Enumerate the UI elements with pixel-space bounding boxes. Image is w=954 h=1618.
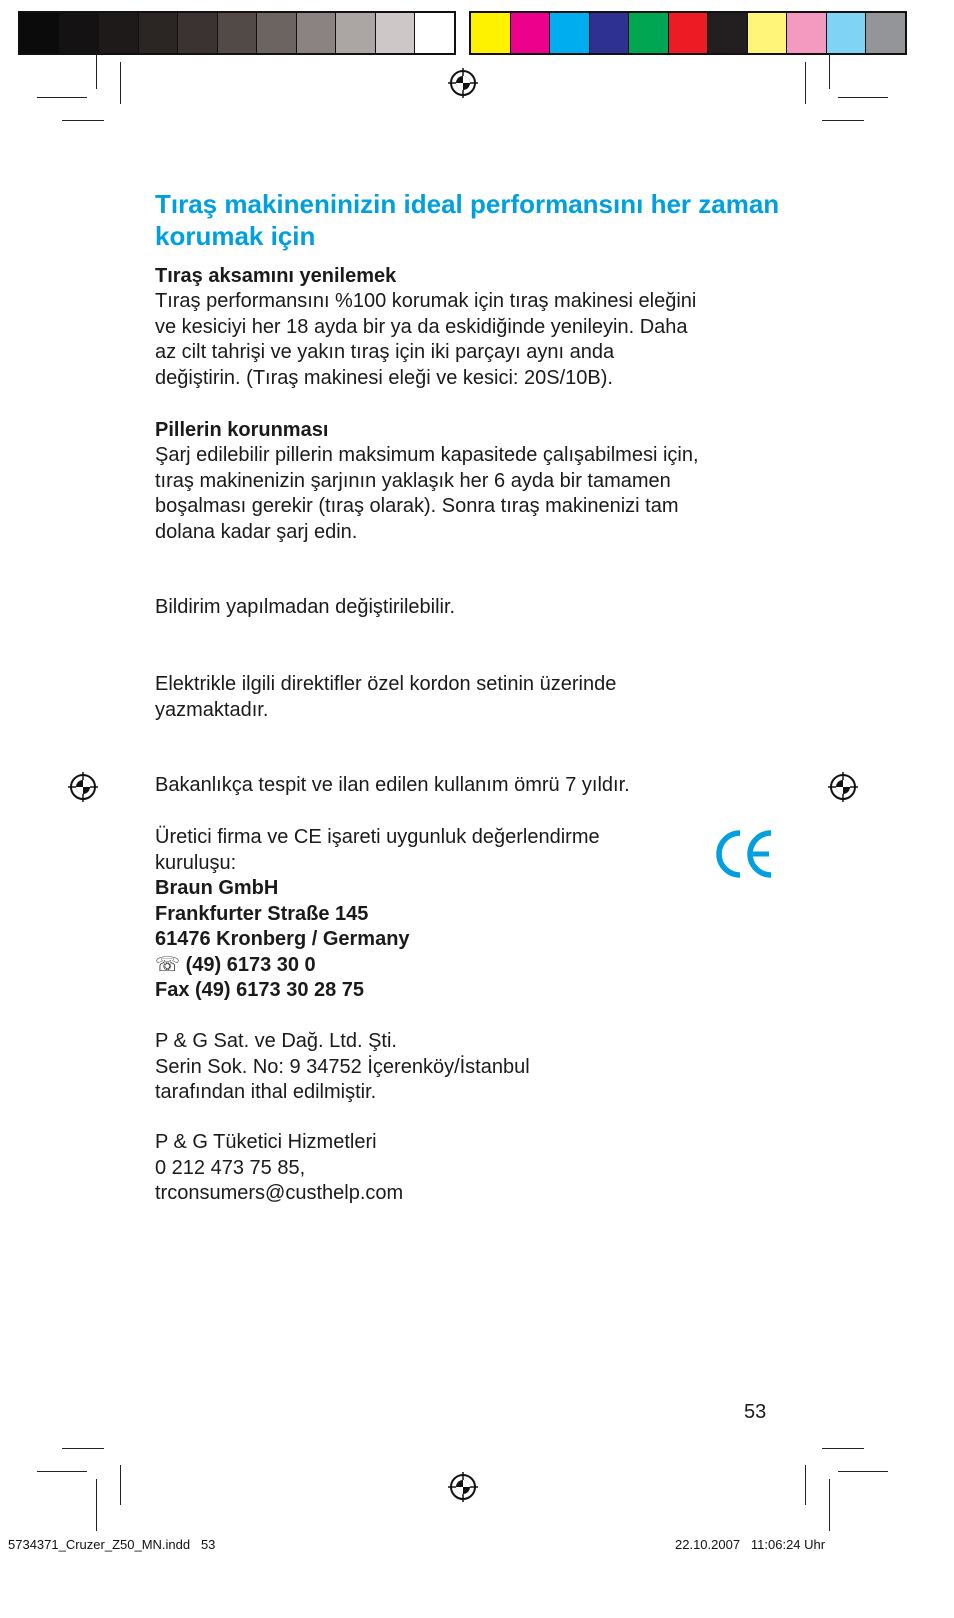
- color-swatch: [471, 13, 511, 53]
- crop-mark: [62, 120, 104, 121]
- color-swatch: [669, 13, 709, 53]
- ce-mark-logo: [713, 829, 775, 879]
- color-swatch: [60, 13, 100, 53]
- crop-mark: [120, 1465, 121, 1505]
- manufacturer-street: Frankfurter Straße 145: [155, 902, 369, 925]
- section-title: Tıraş aksamını yenilemek: [155, 265, 397, 287]
- process-color-bar: [469, 11, 907, 55]
- manufacturer-city: 61476 Kronberg / Germany: [155, 928, 410, 950]
- registration-mark-icon: [448, 1472, 478, 1502]
- section-battery-care: [155, 418, 805, 545]
- crop-mark: [829, 53, 830, 89]
- manufacturer-phone-line: [155, 953, 715, 979]
- importer-info: P & G Sat. ve Dağ. Ltd. Şti. Serin Sok. No: 9 34752 İçerenköy/İstanbul tarafından ithal edilmiştir.: [155, 1030, 530, 1103]
- crop-mark: [838, 97, 888, 98]
- electrical-note: Elektrikle ilgili direktifler özel kordon setinin üzerinde yazmaktadır.: [155, 673, 617, 721]
- color-swatch: [297, 13, 337, 53]
- manufacturer-intro: Üretici firma ve CE işareti uygunluk değerlendirme kuruluşu:: [155, 826, 600, 874]
- color-swatch: [99, 13, 139, 53]
- color-swatch: [787, 13, 827, 53]
- registration-mark-icon: [828, 772, 858, 802]
- crop-mark: [96, 1479, 97, 1531]
- crop-mark: [805, 62, 806, 104]
- manufacturer-name: Braun GmbH: [155, 877, 279, 899]
- crop-mark: [838, 1471, 888, 1472]
- crop-mark: [62, 1448, 104, 1449]
- grayscale-color-bar: [18, 11, 456, 55]
- color-swatch: [376, 13, 416, 53]
- section-body: Tıraş performansını %100 korumak için tıraş makinesi eleğini ve kesiciyi her 18 ayda bir ya da eskidiğinde yenileyin. Daha az cilt tahrişi ve yakın tıraş için iki parçayı aynı anda değiştirin. (Tıraş makinesi eleği ve kesici: 20S/10B).: [155, 290, 697, 389]
- registration-mark-icon: [448, 68, 478, 98]
- page-heading: Tıraş makineninizin ideal performansını her zaman korumak için: [155, 189, 780, 251]
- page-number: 53: [744, 1401, 767, 1423]
- section-body: Şarj edilebilir pillerin maksimum kapasitede çalışabilmesi için, tıraş makinenizin şarjının yaklaşık her 6 ayda bir tamamen boşalması gerekir (tıraş olarak). Sonra tıraş makinenizi tam dolana kadar şarj edin.: [155, 444, 699, 543]
- color-swatch: [511, 13, 551, 53]
- color-swatch: [20, 13, 60, 53]
- color-swatch: [218, 13, 258, 53]
- manufacturer-fax: Fax (49) 6173 30 28 75: [155, 979, 365, 1001]
- color-swatch: [827, 13, 867, 53]
- crop-mark: [822, 1448, 864, 1449]
- timestamp-slug: 22.10.2007 11:06:24 Uhr: [675, 1537, 826, 1552]
- color-swatch: [866, 13, 905, 53]
- crop-mark: [120, 62, 121, 104]
- section-shaving-parts: [155, 264, 805, 391]
- color-swatch: [178, 13, 218, 53]
- color-swatch: [336, 13, 376, 53]
- crop-mark: [805, 1465, 806, 1505]
- change-notice: Bildirim yapılmadan değiştirilebilir.: [155, 596, 456, 618]
- crop-mark: [822, 120, 864, 121]
- color-swatch: [629, 13, 669, 53]
- file-slug: 5734371_Cruzer_Z50_MN.indd 53: [8, 1537, 216, 1552]
- color-swatch: [415, 13, 454, 53]
- crop-mark: [37, 1471, 87, 1472]
- color-swatch: [550, 13, 590, 53]
- crop-mark: [829, 1479, 830, 1531]
- color-swatch: [748, 13, 788, 53]
- registration-mark-icon: [68, 772, 98, 802]
- color-swatch: [590, 13, 630, 53]
- color-swatch: [139, 13, 179, 53]
- crop-mark: [96, 53, 97, 89]
- manufacturer-block: [155, 825, 715, 1004]
- color-swatch: [708, 13, 748, 53]
- manufacturer-phone: (49) 6173 30 0: [185, 953, 316, 976]
- section-title: Pillerin korunması: [155, 419, 329, 441]
- lifetime-note: Bakanlıkça tespit ve ilan edilen kullanım ömrü 7 yıldır.: [155, 774, 630, 796]
- crop-mark: [37, 97, 87, 98]
- color-swatch: [257, 13, 297, 53]
- telephone-icon: ☏: [155, 953, 181, 976]
- consumer-service: P & G Tüketici Hizmetleri 0 212 473 75 85, trconsumers@custhelp.com: [155, 1131, 404, 1204]
